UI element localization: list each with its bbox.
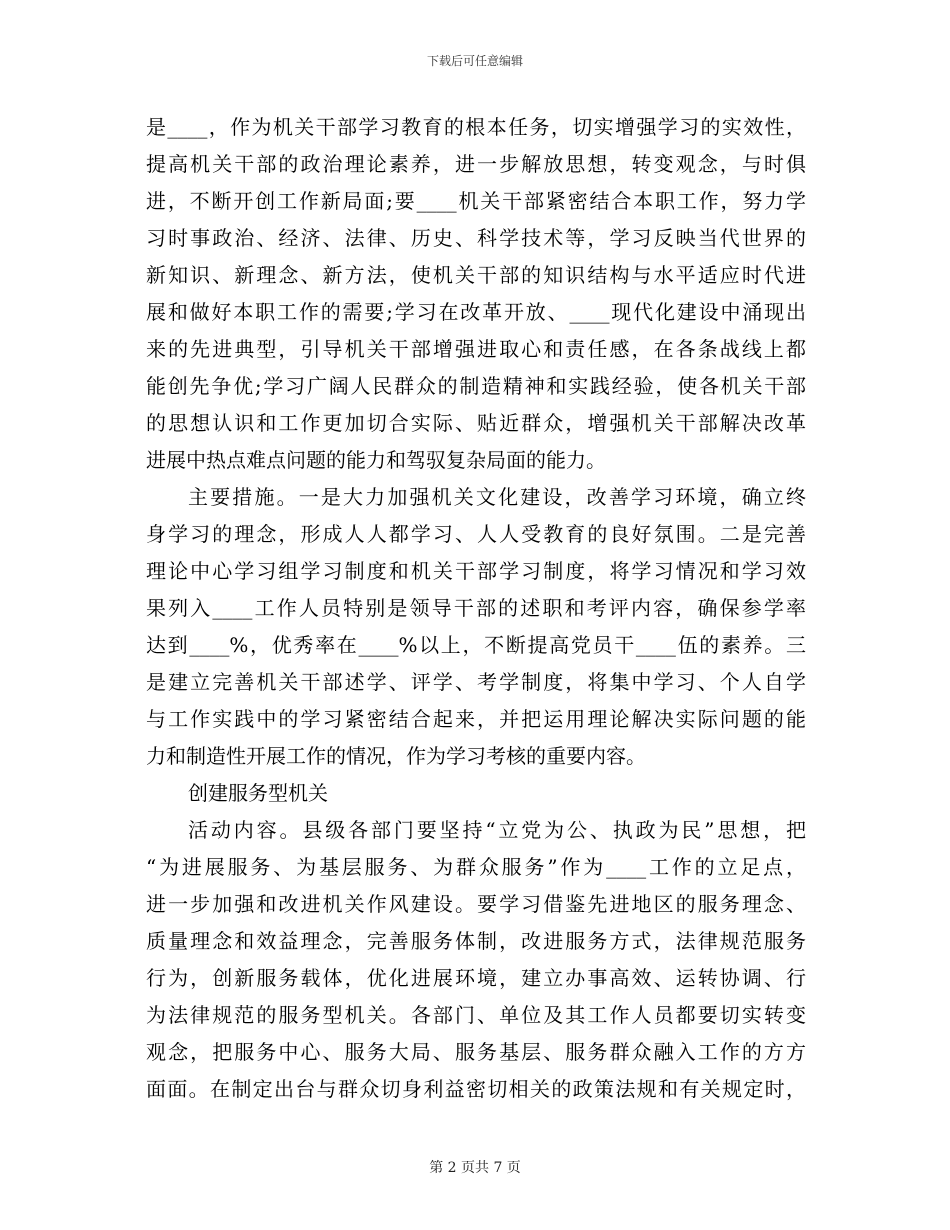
text-line: 行为，创新服务载体，优化进展环境，建立办事高效、运转协调、行 [146, 966, 806, 990]
text-line: 理论中心学习组学习制度和机关干部学习制度，将学习情况和学习效 [146, 559, 806, 583]
text-line: 观念，把服务中心、服务大局、服务基层、服务群众融入工作的方方 [146, 1040, 806, 1064]
text-line: 进一步加强和改进机关作风建设。要学习借鉴先进地区的服务理念、 [146, 892, 806, 916]
text-line: 主要措施。一是大力加强机关文化建设，改善学习环境，确立终 [188, 485, 806, 509]
text-line: “为进展服务、为基层服务、为群众服务”作为____工作的立足点， [146, 855, 806, 879]
text-line: 力和制造性开展工作的情况，作为学习考核的重要内容。 [146, 744, 646, 768]
page-header: 下载后可任意编辑 [426, 54, 523, 68]
text-line: 活动内容。县级各部门要坚持“立党为公、执政为民”思想，把 [188, 818, 806, 842]
text-line: 进展中热点难点问题的能力和驾驭复杂局面的能力。 [146, 448, 606, 472]
text-line: 面面。在制定出台与群众切身利益密切相关的政策法规和有关规定时， [146, 1077, 806, 1101]
document-body [146, 109, 806, 1108]
text-line: 质量理念和效益理念，完善服务体制，改进服务方式，法律规范服务 [146, 929, 806, 953]
page-footer: 第 2 页共 7 页 [429, 1160, 521, 1176]
text-line: 果列入____工作人员特别是领导干部的述职和考评内容，确保参学率 [146, 596, 806, 620]
text-line: 创建服务型机关 [188, 781, 328, 805]
text-line: 习时事政治、经济、法律、历史、科学技术等，学习反映当代世界的 [146, 226, 806, 250]
text-line: 新知识、新理念、新方法，使机关干部的知识结构与水平适应时代进 [146, 263, 806, 287]
text-line: 来的先进典型，引导机关干部增强进取心和责任感，在各条战线上都 [146, 337, 806, 361]
text-line: 的思想认识和工作更加切合实际、贴近群众，增强机关干部解决改革 [146, 411, 806, 435]
text-line: 是建立完善机关干部述学、评学、考学制度，将集中学习、个人自学 [146, 670, 806, 694]
text-line: 与工作实践中的学习紧密结合起来，并把运用理论解决实际问题的能 [146, 707, 806, 731]
text-line: 能创先争优;学习广阔人民群众的制造精神和实践经验，使各机关干部 [146, 374, 806, 398]
text-line: 达到____%，优秀率在____%以上，不断提高党员干____伍的素养。三 [146, 633, 806, 657]
text-line: 为法律规范的服务型机关。各部门、单位及其工作人员都要切实转变 [146, 1003, 806, 1027]
text-line: 是____，作为机关干部学习教育的根本任务，切实增强学习的实效性， [146, 115, 806, 139]
text-line: 展和做好本职工作的需要;学习在改革开放、____现代化建设中涌现出 [146, 300, 806, 324]
text-line: 进，不断开创工作新局面;要____机关干部紧密结合本职工作，努力学 [146, 189, 806, 213]
text-line: 提高机关干部的政治理论素养，进一步解放思想，转变观念，与时俱 [146, 152, 806, 176]
text-line: 身学习的理念，形成人人都学习、人人受教育的良好氛围。二是完善 [146, 522, 806, 546]
